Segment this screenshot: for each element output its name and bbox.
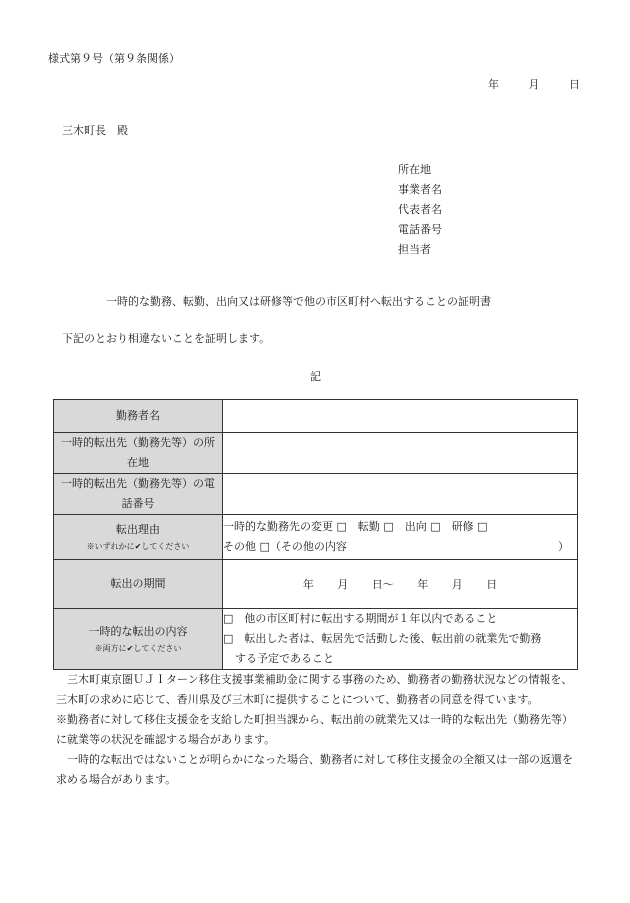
- reason-other-line[interactable]: [223, 537, 577, 557]
- table-row: [54, 400, 578, 433]
- certificate-table: [53, 399, 578, 670]
- period-end-day: 日: [486, 578, 498, 591]
- applicant-contact-label: 担当者: [398, 243, 431, 256]
- table-row: [54, 474, 578, 515]
- date-month-label: 月: [528, 78, 540, 91]
- table-row: [54, 560, 578, 609]
- content-note: ※両方に✔してください: [94, 644, 182, 653]
- dest-address-label: [54, 433, 223, 474]
- applicant-representative-label: 代表者名: [398, 203, 442, 216]
- applicant-address-label: 所在地: [398, 163, 431, 176]
- content-check-2[interactable]: □ 転出した者は、転居先で活動した後、転出前の就業先で勤務: [223, 632, 542, 645]
- reason-field[interactable]: [223, 515, 578, 560]
- note-consent: 三木町東京圏ＵＪＩターン移住支援事業補助金に関する事務のため、勤務者の勤務状況などの情報を、三木町の求めに応じて、香川県及び三木町に提供することについて、勤務者の同意を得ています。: [56, 673, 573, 706]
- period-end-year: 年: [417, 578, 429, 591]
- dest-phone-field[interactable]: [223, 474, 578, 515]
- period-label: 転出の期間: [54, 560, 223, 609]
- reason-note: ※いずれかに✔してください: [86, 542, 190, 551]
- applicant-business-name-label: 事業者名: [398, 183, 442, 196]
- period-field[interactable]: [223, 560, 578, 609]
- reason-label-cell: [54, 515, 223, 560]
- table-row: [54, 515, 578, 560]
- period-end-month: 月: [451, 578, 463, 591]
- period-start-year: 年: [302, 578, 314, 591]
- dest-address-label-line2: 在地: [127, 456, 149, 469]
- content-label-cell: [54, 609, 223, 670]
- form-number: 様式第９号（第９条関係）: [48, 52, 180, 65]
- dest-address-field[interactable]: [223, 433, 578, 474]
- applicant-phone-label: 電話番号: [398, 223, 442, 236]
- dest-phone-label: [54, 474, 223, 515]
- content-check-2-cont: する予定であること: [235, 652, 334, 665]
- dest-phone-label-line1: 一時的転出先（勤務先等）の電: [61, 477, 215, 490]
- reason-other-close: ）: [558, 540, 569, 553]
- table-row: [54, 609, 578, 670]
- document-title: 一時的な勤務、転勤、出向又は研修等で他の市区町村へ転出することの証明書: [106, 295, 491, 308]
- table-row: [54, 433, 578, 474]
- dest-phone-label-line2: 話番号: [121, 497, 155, 510]
- worker-name-label: 勤務者名: [54, 400, 223, 433]
- content-label: 一時的な転出の内容: [88, 625, 188, 638]
- note-refund: 一時的な転出ではないことが明らかになった場合、勤務者に対して移住支援金の全額又は一部の返還を求める場合があります。: [56, 753, 573, 786]
- content-check-1[interactable]: □ 他の市区町村に転出する期間が１年以内であること: [223, 612, 498, 625]
- intro-text: 下記のとおり相違ないことを証明します。: [62, 332, 271, 345]
- applicant-block: [398, 160, 442, 260]
- period-start-day: 日～: [371, 578, 394, 591]
- reason-options-line1[interactable]: 一時的な勤務先の変更 □ 転勤 □ 出向 □ 研修 □: [223, 520, 488, 533]
- dest-address-label-line1: 一時的転出先（勤務先等）の所: [61, 436, 215, 449]
- date-line: [488, 76, 580, 92]
- worker-name-field[interactable]: [223, 400, 578, 433]
- notes-block: [56, 670, 581, 790]
- reason-other-label: その他 □（その他の内容: [223, 540, 347, 553]
- note-verification: ※勤務者に対して移住支援金を支給した町担当課から、転出前の就業先又は一時的な転出先（勤務先等）に就業等の状況を確認する場合があります。: [56, 713, 573, 746]
- reason-label: 転出理由: [116, 523, 160, 536]
- period-start-month: 月: [337, 578, 349, 591]
- content-field[interactable]: [223, 609, 578, 670]
- date-year-label: 年: [488, 78, 499, 91]
- date-day-label: 日: [569, 78, 580, 91]
- addressee: 三木町長 殿: [62, 124, 128, 137]
- ki-heading: 記: [310, 370, 321, 383]
